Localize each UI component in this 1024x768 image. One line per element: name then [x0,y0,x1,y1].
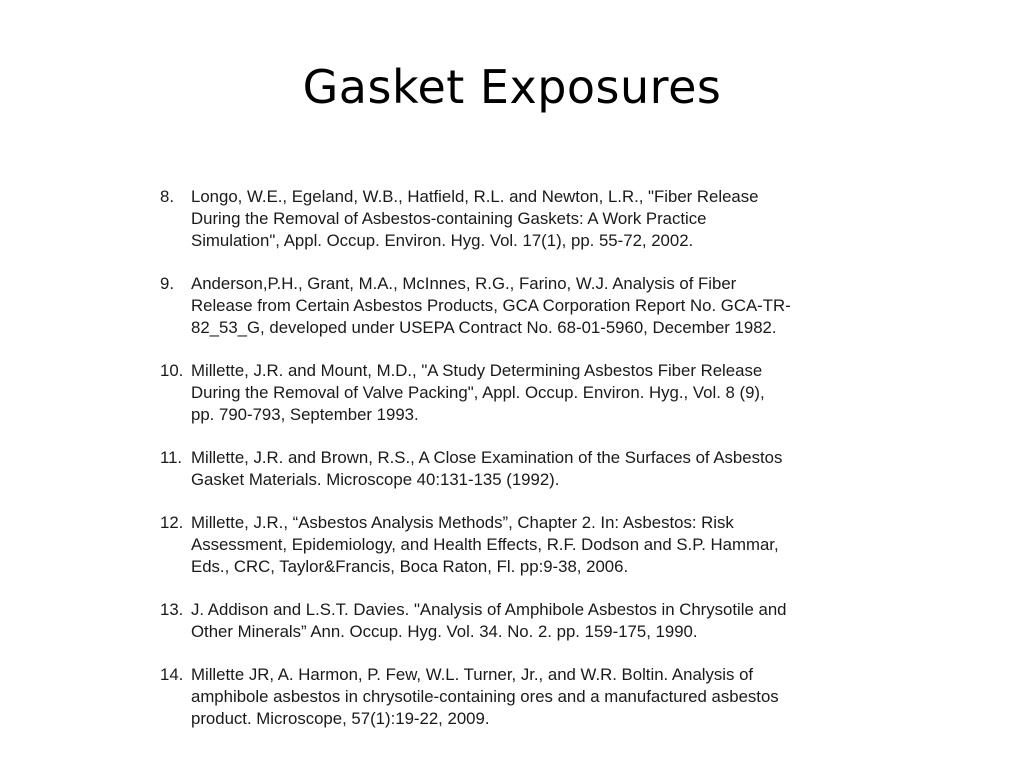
reference-item [160,664,890,730]
reference-line: pp. 790-793, September 1993. [191,405,419,424]
reference-line: amphibole asbestos in chrysotile-containing ores and a manufactured asbestos [191,687,779,706]
reference-item [160,186,890,252]
reference-item [160,512,890,578]
reference-line: Longo, W.E., Egeland, W.B., Hatfield, R.L. and Newton, L.R., "Fiber Release [191,187,759,206]
reference-line: Millette, J.R. and Brown, R.S., A Close Examination of the Surfaces of Asbestos [191,448,783,467]
reference-line: Anderson,P.H., Grant, M.A., McInnes, R.G., Farino, W.J. Analysis of Fiber [191,274,737,293]
reference-number: 12. [160,513,184,532]
reference-line: product. Microscope, 57(1):19-22, 2009. [191,709,490,728]
reference-number: 11. [160,448,183,467]
reference-item [160,447,890,491]
reference-number: 10. [160,361,184,380]
reference-line: Simulation", Appl. Occup. Environ. Hyg. Vol. 17(1), pp. 55-72, 2002. [191,231,694,250]
reference-line: Millette, J.R., “Asbestos Analysis Methods”, Chapter 2. In: Asbestos: Risk [191,513,734,532]
reference-line: Eds., CRC, Taylor&Francis, Boca Raton, Fl. pp:9-38, 2006. [191,557,629,576]
reference-line: Release from Certain Asbestos Products, GCA Corporation Report No. GCA-TR- [191,296,791,315]
reference-line: Gasket Materials. Microscope 40:131-135 (1992). [191,470,560,489]
reference-number: 8. [160,187,174,206]
reference-line: Other Minerals” Ann. Occup. Hyg. Vol. 34. No. 2. pp. 159-175, 1990. [191,622,698,641]
reference-line: During the Removal of Valve Packing", Appl. Occup. Environ. Hyg., Vol. 8 (9), [191,383,765,402]
reference-line: Assessment, Epidemiology, and Health Effects, R.F. Dodson and S.P. Hammar, [191,535,779,554]
reference-item [160,273,890,339]
reference-line: J. Addison and L.S.T. Davies. "Analysis of Amphibole Asbestos in Chrysotile and [191,600,787,619]
reference-item [160,360,890,426]
reference-line: During the Removal of Asbestos-containing Gaskets: A Work Practice [191,209,707,228]
reference-item [160,599,890,643]
reference-line: Millette JR, A. Harmon, P. Few, W.L. Turner, Jr., and W.R. Boltin. Analysis of [191,665,754,684]
reference-line: 82_53_G, developed under USEPA Contract No. 68-01-5960, December 1982. [191,318,777,337]
reference-list [160,186,890,751]
reference-number: 14. [160,665,184,684]
reference-number: 13. [160,600,184,619]
reference-number: 9. [160,274,174,293]
slide-title: Gasket Exposures [302,60,722,114]
reference-line: Millette, J.R. and Mount, M.D., "A Study Determining Asbestos Fiber Release [191,361,763,380]
